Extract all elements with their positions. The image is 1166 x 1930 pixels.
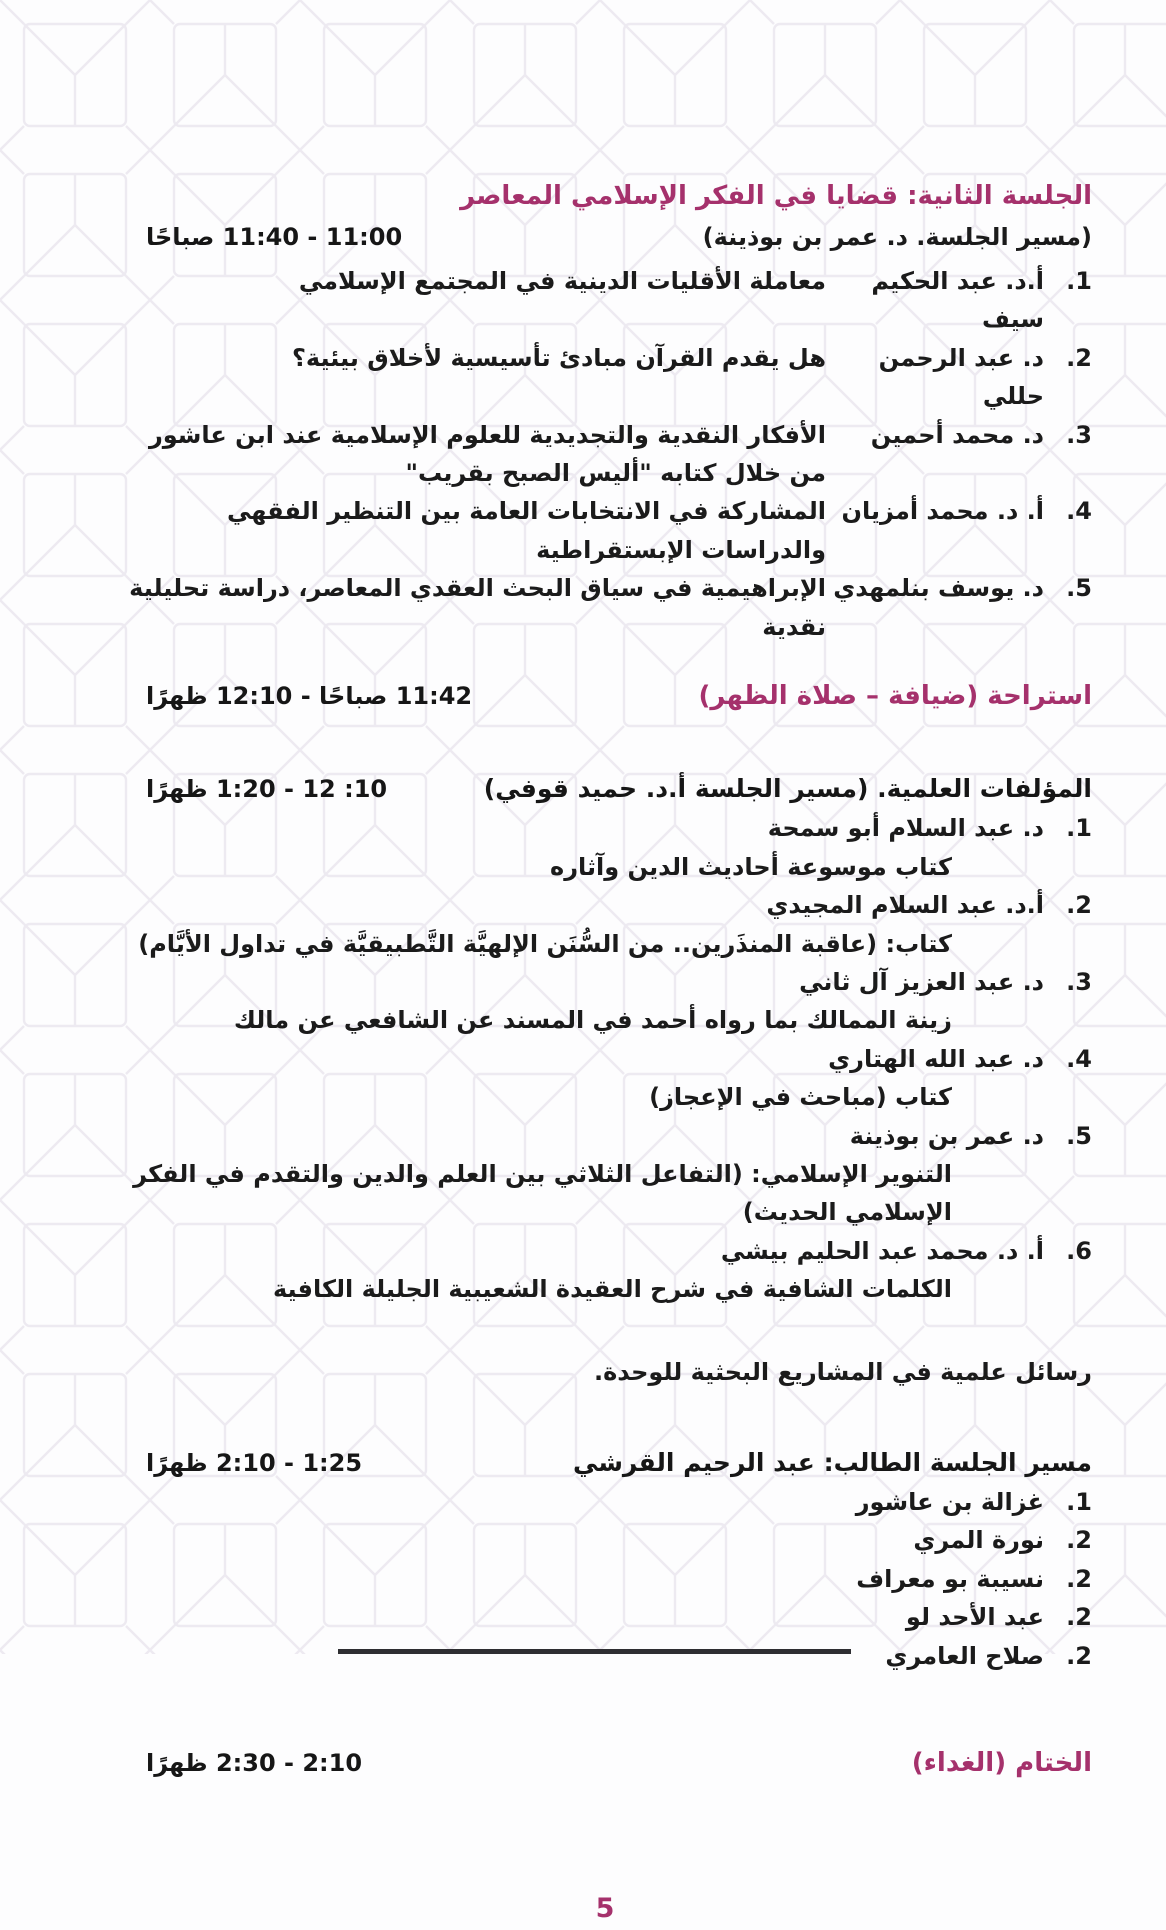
- student-row: [118, 1560, 1092, 1598]
- publications-header-row: [118, 769, 1092, 809]
- student-name: صلاح العامري: [885, 1641, 1044, 1670]
- publication-work-title: زينة الممالك بما رواه أحمد في المسند عن الشافعي عن مالك: [233, 1006, 952, 1035]
- page-number: 5: [595, 1892, 615, 1924]
- paper-number: 2.: [1066, 343, 1092, 372]
- theses-note: رسائل علمية في المشاريع البحثية للوحدة.: [593, 1357, 1092, 1386]
- paper-title: هل يقدم القرآن مبادئ تأسيسية لأخلاق بيئية؟: [292, 343, 826, 372]
- publication-item: [118, 809, 1092, 886]
- publication-author: أ. د. محمد عبد الحليم بيشي: [720, 1236, 1044, 1265]
- student-list: [118, 1483, 1092, 1675]
- break-time: 11:42 صباحًا - 12:10 ظهرًا: [146, 681, 473, 710]
- publications-time: 10: 12 - 1:20 ظهرًا: [146, 775, 388, 804]
- paper-title: المشاركة في الانتخابات العامة بين التنظير الفقهي والدراسات الإبستقراطية: [226, 497, 826, 564]
- student-session-header-row: [118, 1443, 1092, 1483]
- paper-author: أ.د. عبد الحكيم سيف: [871, 266, 1044, 334]
- publication-author-row: [118, 1117, 1092, 1155]
- student-session-title: مسير الجلسة الطالب: عبد الرحيم القرشي: [573, 1447, 1092, 1477]
- publication-item: [118, 886, 1092, 963]
- student-number: 2.: [1066, 1641, 1092, 1670]
- closing-title: الختام (الغداء): [911, 1747, 1092, 1778]
- publication-author-row: [118, 809, 1092, 847]
- publication-work-title: كتاب موسوعة أحاديث الدين وآثاره: [550, 852, 952, 881]
- publication-number: 6.: [1066, 1236, 1092, 1265]
- publications-title: المؤلفات العلمية. (مسير الجلسة أ.د. حميد قوفي): [483, 774, 1092, 804]
- publication-number: 5.: [1066, 1121, 1092, 1150]
- paper-row: [118, 416, 1092, 493]
- publication-author-row: [118, 886, 1092, 924]
- publication-work-title: الكلمات الشافية في شرح العقيدة الشعيبية الجليلة الكافية: [272, 1275, 952, 1304]
- paper-author: د. يوسف بنلمهدي: [833, 574, 1044, 603]
- paper-title: الأفكار النقدية والتجديدية للعلوم الإسلامية عند ابن عاشور من خلال كتابه "أليس الصبح بقريب": [148, 420, 826, 487]
- student-name: عبد الأحد لو: [905, 1603, 1044, 1632]
- publication-author-row: [118, 963, 1092, 1001]
- publication-author: أ.د. عبد السلام المجيدي: [766, 891, 1044, 920]
- session-two-time: 11:00 - 11:40 صباحًا: [146, 222, 403, 251]
- publication-item: [118, 1040, 1092, 1117]
- student-row: [118, 1521, 1092, 1559]
- paper-title: معاملة الأقليات الدينية في المجتمع الإسلامي: [298, 266, 826, 295]
- student-number: 2.: [1066, 1603, 1092, 1632]
- student-number: 2.: [1066, 1526, 1092, 1555]
- publication-item: [118, 1117, 1092, 1232]
- paper-number: 3.: [1066, 420, 1092, 449]
- closing-time: 2:10 - 2:30 ظهرًا: [146, 1748, 363, 1777]
- paper-row: [118, 569, 1092, 646]
- paper-number: 1.: [1066, 266, 1092, 295]
- student-row: [118, 1483, 1092, 1521]
- paper-author: أ. د. محمد أمزيان: [841, 497, 1044, 526]
- student-row: [118, 1598, 1092, 1636]
- paper-row: [118, 492, 1092, 569]
- student-name: نورة المري: [913, 1526, 1044, 1555]
- publication-item: [118, 1232, 1092, 1309]
- break-row: [118, 676, 1092, 718]
- session-two-moderator-row: [118, 218, 1092, 256]
- student-session-time: 1:25 - 2:10 ظهرًا: [146, 1448, 363, 1477]
- publication-author-row: [118, 1040, 1092, 1078]
- break-title: استراحة (ضيافة – صلاة الظهر): [698, 680, 1092, 711]
- publication-number: 3.: [1066, 968, 1092, 997]
- paper-author: د. محمد أحمين: [870, 420, 1044, 449]
- student-row: [118, 1637, 1092, 1675]
- publication-author: د. عبد العزيز آل ثاني: [799, 968, 1044, 997]
- session-two-title: الجلسة الثانية: قضايا في الفكر الإسلامي المعاصر: [460, 181, 1092, 211]
- publication-author: د. عبد الله الهتاري: [828, 1044, 1044, 1073]
- session-two-papers-list: [118, 262, 1092, 646]
- publication-author: د. عبد السلام أبو سمحة: [767, 814, 1044, 843]
- publication-number: 1.: [1066, 814, 1092, 843]
- paper-row: [118, 339, 1092, 416]
- bottom-edge-bar: [338, 1649, 851, 1654]
- student-session-section: [118, 1443, 1092, 1675]
- publication-work-title: كتاب (مباحث في الإعجاز): [649, 1083, 952, 1112]
- paper-author: د. عبد الرحمن حللي: [878, 343, 1044, 411]
- publications-section: [118, 769, 1092, 1308]
- student-number: 1.: [1066, 1487, 1092, 1516]
- paper-number: 4.: [1066, 497, 1092, 526]
- session-two-section: [118, 176, 1092, 646]
- paper-number: 5.: [1066, 574, 1092, 603]
- paper-title: الإبراهيمية في سياق البحث العقدي المعاصر، دراسة تحليلية نقدية: [129, 574, 826, 641]
- publication-work-title: التنوير الإسلامي: (التفاعل الثلاثي بين العلم والدين والتقدم في الفكر الإسلامي الحديث): [133, 1160, 952, 1227]
- student-number: 2.: [1066, 1564, 1092, 1593]
- publication-work-title: كتاب: (عاقبة المنذَرين.. من السُّنَن الإلهيَّة التَّطبيقيَّة في تداول الأيَّام): [138, 929, 952, 958]
- session-two-moderator: (مسير الجلسة. د. عمر بن بوذينة): [702, 222, 1092, 251]
- student-name: غزالة بن عاشور: [855, 1487, 1044, 1516]
- publication-author-row: [118, 1232, 1092, 1270]
- student-name: نسيبة بو معراف: [856, 1564, 1044, 1593]
- publication-number: 2.: [1066, 891, 1092, 920]
- publications-list: [118, 809, 1092, 1308]
- publication-number: 4.: [1066, 1044, 1092, 1073]
- closing-row: [118, 1743, 1092, 1785]
- publication-author: د. عمر بن بوذينة: [849, 1121, 1044, 1150]
- publication-item: [118, 963, 1092, 1040]
- paper-row: [118, 262, 1092, 339]
